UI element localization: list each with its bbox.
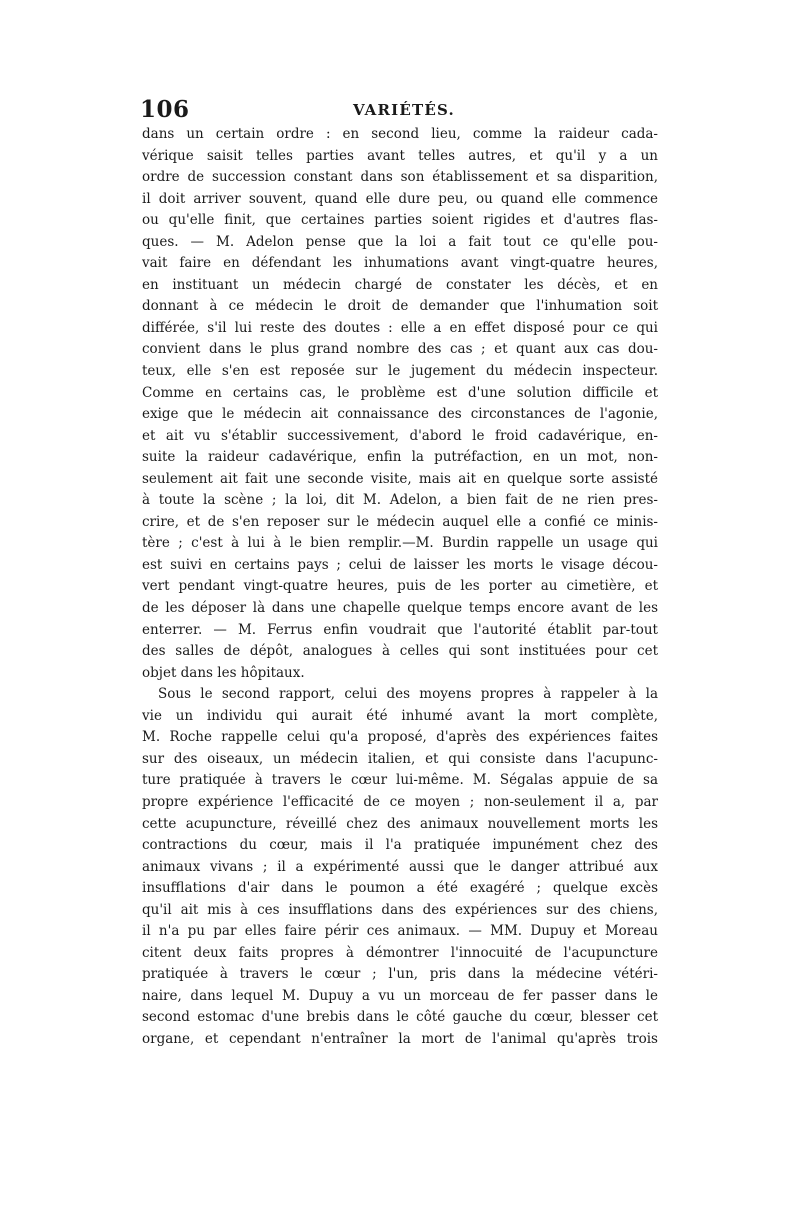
text-line: Sous le second rapport, celui des moyens propres à rappeler à la (158, 686, 658, 703)
text-line: seulement ait fait une seconde visite, mais ait en quelque sorte assisté (142, 470, 658, 487)
text-line: contractions du cœur, mais il l'a pratiquée impunément chez des (142, 837, 658, 854)
text-line: qu'il ait mis à ces insufflations dans des expériences sur des chiens, (142, 901, 658, 918)
text-line: citent deux faits propres à démontrer l'innocuité de l'acupuncture (142, 944, 658, 961)
body-text (142, 124, 658, 1051)
text-line: et ait vu s'établir successivement, d'abord le froid cadavérique, en- (142, 427, 658, 444)
text-line: exige que le médecin ait connaissance des circonstances de l'agonie, (142, 406, 658, 423)
text-line: crire, et de s'en reposer sur le médecin auquel elle a confié ce minis- (142, 513, 658, 530)
text-line: M. Roche rappelle celui qu'a proposé, d'après des expériences faites (142, 729, 658, 746)
text-line: il n'a pu par elles faire périr ces animaux. — MM. Dupuy et Moreau (142, 923, 658, 940)
text-line: convient dans le plus grand nombre des cas ; et quant aux cas dou- (142, 341, 658, 358)
text-line: de les déposer là dans une chapelle quelque temps encore avant de les (142, 600, 658, 617)
text-line: des salles de dépôt, analogues à celles qui sont instituées pour cet (142, 643, 658, 660)
text-line: insufflations d'air dans le poumon a été exagéré ; quelque excès (142, 880, 658, 897)
text-line: teux, elle s'en est reposée sur le jugement du médecin inspecteur. (142, 363, 658, 380)
text-line: vérique saisit telles parties avant telles autres, et qu'il y a un (142, 147, 658, 164)
running-head: VARIÉTÉS. (353, 101, 455, 119)
text-line: donnant à ce médecin le droit de demander que l'inhumation soit (142, 298, 658, 315)
text-line: cette acupuncture, réveillé chez des animaux nouvellement morts les (142, 815, 658, 832)
text-line: Comme en certains cas, le problème est d'une solution difficile et (142, 384, 658, 401)
text-line: enterrer. — M. Ferrus enfin voudrait que l'autorité établit par-tout (142, 621, 658, 638)
text-line: est suivi en certains pays ; celui de laisser les morts le visage décou- (142, 556, 658, 573)
text-line: en instituant un médecin chargé de constater les décès, et en (142, 276, 658, 293)
text-line: pratiquée à travers le cœur ; l'un, pris dans la médecine vétéri- (142, 966, 658, 983)
text-line: suite la raideur cadavérique, enfin la putréfaction, en un mot, non- (142, 449, 658, 466)
text-line: naire, dans lequel M. Dupuy a vu un morceau de fer passer dans le (142, 987, 658, 1004)
text-line: vait faire en défendant les inhumations avant vingt-quatre heures, (142, 255, 658, 272)
text-line: second estomac d'une brebis dans le côté gauche du cœur, blesser cet (142, 1009, 658, 1026)
text-line: ordre de succession constant dans son établissement et sa disparition, (142, 169, 658, 186)
text-line: animaux vivans ; il a expérimenté aussi que le danger attribué aux (142, 858, 658, 875)
text-line: tère ; c'est à lui à le bien remplir.—M. Burdin rappelle un usage qui (142, 535, 658, 552)
text-line: ou qu'elle finit, que certaines parties soient rigides et d'autres flas- (142, 212, 658, 229)
text-line: propre expérience l'efficacité de ce moyen ; non-seulement il a, par (142, 793, 658, 810)
text-line: vie un individu qui aurait été inhumé avant la mort complète, (142, 707, 658, 724)
text-line: vert pendant vingt-quatre heures, puis de les porter au cimetière, et (142, 578, 658, 595)
text-line: à toute la scène ; la loi, dit M. Adelon, a bien fait de ne rien pres- (142, 492, 658, 509)
text-line: ture pratiquée à travers le cœur lui-même. M. Ségalas appuie de sa (142, 772, 658, 789)
text-line: sur des oiseaux, un médecin italien, et qui consiste dans l'acupunc- (142, 750, 658, 767)
page-number: 106 (140, 96, 190, 123)
text-line: il doit arriver souvent, quand elle dure peu, ou quand elle commence (142, 190, 658, 207)
text-line: dans un certain ordre : en second lieu, comme la raideur cada- (142, 126, 658, 142)
text-line: ques. — M. Adelon pense que la loi a fait tout ce qu'elle pou- (142, 233, 658, 250)
text-line: différée, s'il lui reste des doutes : elle a en effet disposé pour ce qui (142, 319, 658, 336)
text-line: organe, et cependant n'entraîner la mort de l'animal qu'après trois (142, 1030, 658, 1047)
page-header (140, 96, 660, 124)
text-line: objet dans les hôpitaux. (142, 664, 305, 681)
